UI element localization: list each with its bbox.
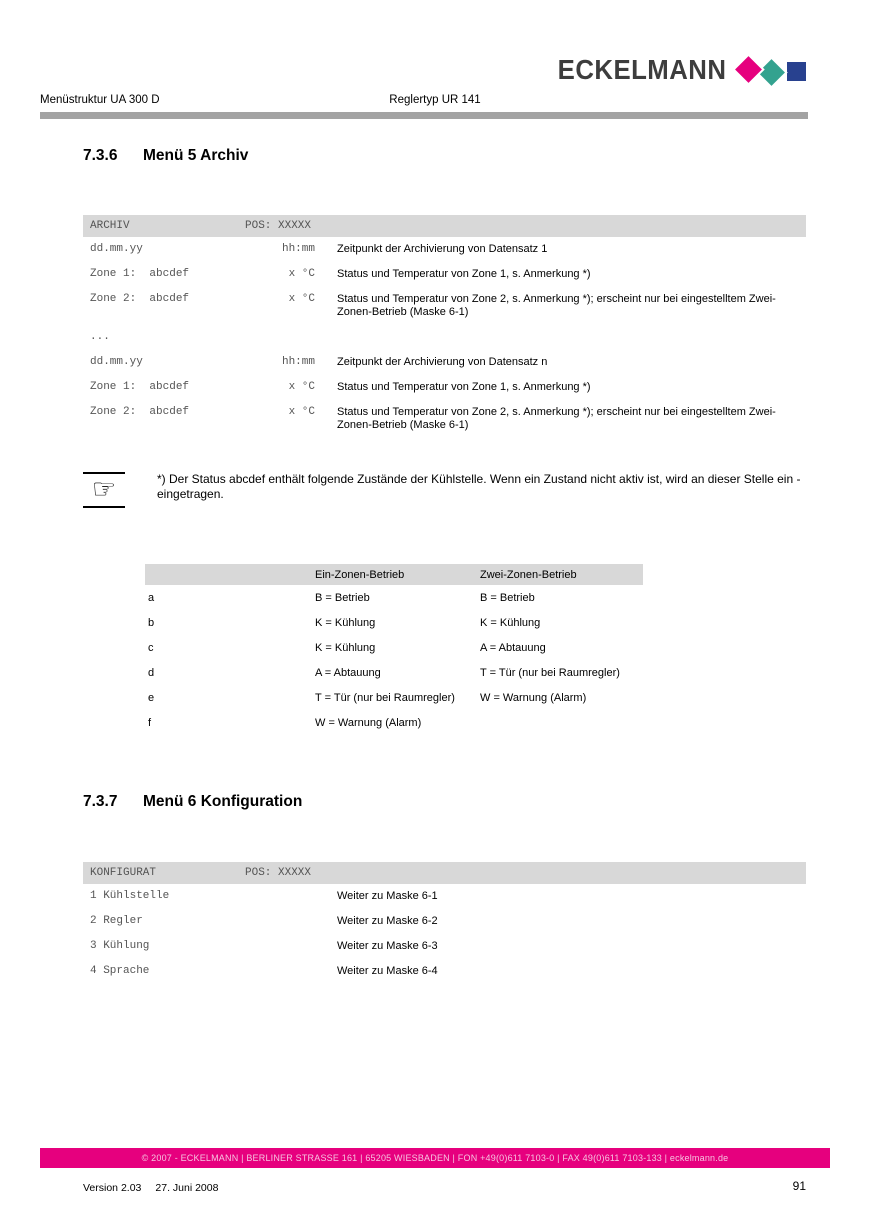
status-two-zone: T = Tür (nur bei Raumregler)	[480, 666, 620, 679]
table-row	[83, 884, 806, 909]
screen-title: ARCHIV	[90, 220, 130, 232]
row-value: hh:mm	[281, 356, 315, 368]
row-description: Status und Temperatur von Zone 1, s. Anmerkung *)	[337, 381, 591, 393]
section-number: 7.3.7	[83, 793, 118, 810]
konfiguration-table	[83, 862, 806, 984]
row-field: Zone 2: abcdef	[90, 293, 190, 305]
status-letter: e	[148, 691, 155, 704]
pointing-hand-icon: ☞	[83, 472, 125, 508]
row-value: hh:mm	[281, 243, 315, 255]
status-header-two-zone: Zwei-Zonen-Betrieb	[480, 568, 577, 581]
status-row	[145, 610, 643, 635]
screen-title: KONFIGURAT	[90, 867, 157, 879]
row-field: ...	[90, 331, 110, 343]
table-row	[83, 287, 806, 325]
table-row	[83, 934, 806, 959]
section-title: Menü 6 Konfiguration	[143, 793, 303, 810]
status-two-zone: B = Betrieb	[480, 591, 535, 604]
row-description: Zeitpunkt der Archivierung von Datensatz 1	[337, 243, 548, 255]
teal-diamond-icon	[758, 59, 785, 86]
row-value	[245, 331, 315, 344]
status-two-zone: W = Warnung (Alarm)	[480, 691, 587, 704]
version-label: Version 2.03	[83, 1182, 142, 1194]
row-description: Zeitpunkt der Archivierung von Datensatz n	[337, 356, 548, 368]
status-header-one-zone: Ein-Zonen-Betrieb	[315, 568, 405, 581]
section-number: 7.3.6	[83, 147, 118, 164]
table-row	[83, 237, 806, 262]
row-value: x °C	[288, 406, 315, 418]
status-one-zone: W = Warnung (Alarm)	[315, 716, 422, 729]
row-field: Zone 1: abcdef	[90, 268, 190, 280]
row-description: Weiter zu Maske 6-1	[337, 890, 438, 902]
table-row	[83, 262, 806, 287]
note	[83, 472, 809, 508]
running-head	[40, 94, 830, 108]
status-one-zone: A = Abtauung	[315, 666, 381, 679]
status-letter: b	[148, 616, 155, 629]
row-field: 3 Kühlung	[90, 940, 150, 952]
table-row	[83, 325, 806, 350]
row-field: 1 Kühlstelle	[90, 890, 170, 902]
status-row	[145, 685, 643, 710]
status-row	[145, 710, 643, 735]
row-description	[337, 331, 799, 344]
archiv-table-header	[83, 215, 806, 237]
status-row	[145, 660, 643, 685]
table-row	[83, 909, 806, 934]
konfiguration-table-header	[83, 862, 806, 884]
section-heading-archiv	[83, 147, 248, 165]
eckelmann-logo	[543, 54, 808, 86]
status-one-zone: K = Kühlung	[315, 641, 376, 654]
row-field: Zone 2: abcdef	[90, 406, 190, 418]
status-row	[145, 585, 643, 610]
row-value: x °C	[288, 381, 315, 393]
version-line	[83, 1182, 218, 1194]
table-row	[83, 959, 806, 984]
row-field: dd.mm.yy	[90, 356, 143, 368]
status-one-zone: B = Betrieb	[315, 591, 370, 604]
table-row	[83, 375, 806, 400]
row-field: 4 Sprache	[90, 965, 150, 977]
row-field: 2 Regler	[90, 915, 143, 927]
note-text: *) Der Status abcdef enthält folgende Zustände der Kühlstelle. Wenn ein Zustand nicht aktiv ist, wird an dieser Stelle ein - eingetragen.	[157, 472, 801, 501]
status-letter: c	[148, 641, 154, 654]
status-letter: d	[148, 666, 155, 679]
row-field: Zone 1: abcdef	[90, 381, 190, 393]
screen-pos: POS: XXXXX	[245, 867, 312, 879]
running-head-left: Menüstruktur UA 300 D	[40, 94, 160, 106]
section-heading-konfiguration	[83, 793, 302, 811]
status-one-zone: T = Tür (nur bei Raumregler)	[315, 691, 455, 704]
row-value: x °C	[288, 293, 315, 305]
row-value: x °C	[288, 268, 315, 280]
page-number: 91	[792, 1179, 806, 1193]
row-description: Status und Temperatur von Zone 2, s. Anmerkung *); erscheint nur bei eingestelltem Zwei-Zonen-Betrieb (Maske 6-1)	[337, 406, 776, 431]
row-description: Weiter zu Maske 6-2	[337, 915, 438, 927]
status-table	[145, 564, 643, 735]
status-letter: f	[148, 716, 152, 729]
status-table-header	[145, 564, 643, 585]
status-letter: a	[148, 591, 155, 604]
status-one-zone: K = Kühlung	[315, 616, 376, 629]
status-two-zone: K = Kühlung	[480, 616, 541, 629]
table-row	[83, 400, 806, 438]
table-row	[83, 350, 806, 375]
section-title: Menü 5 Archiv	[143, 147, 249, 164]
row-description: Weiter zu Maske 6-4	[337, 965, 438, 977]
version-date: 27. Juni 2008	[155, 1182, 219, 1194]
header-rule	[40, 112, 808, 119]
screen-pos: POS: XXXXX	[245, 220, 312, 232]
magenta-diamond-icon	[735, 56, 762, 83]
status-two-zone: A = Abtauung	[480, 641, 546, 654]
row-field: dd.mm.yy	[90, 243, 143, 255]
footer-copyright: © 2007 - ECKELMANN | BERLINER STRASSE 161 | 65205 WIESBADEN | FON +49(0)611 7103-0 | FAX 49(0)611 7103-133 | eckelmann.de	[141, 1153, 729, 1163]
footer-bar	[40, 1148, 830, 1168]
archiv-table	[83, 215, 806, 438]
running-head-center: Reglertyp UR 141	[389, 94, 481, 106]
row-description: Status und Temperatur von Zone 2, s. Anmerkung *); erscheint nur bei eingestelltem Zwei-Zonen-Betrieb (Maske 6-1)	[337, 293, 776, 318]
logo-mark-icon	[736, 55, 808, 85]
row-description: Status und Temperatur von Zone 1, s. Anmerkung *)	[337, 268, 591, 280]
logo-wordmark: ECKELMANN	[557, 54, 726, 85]
row-description: Weiter zu Maske 6-3	[337, 940, 438, 952]
status-row	[145, 635, 643, 660]
blue-square-icon	[787, 62, 806, 81]
